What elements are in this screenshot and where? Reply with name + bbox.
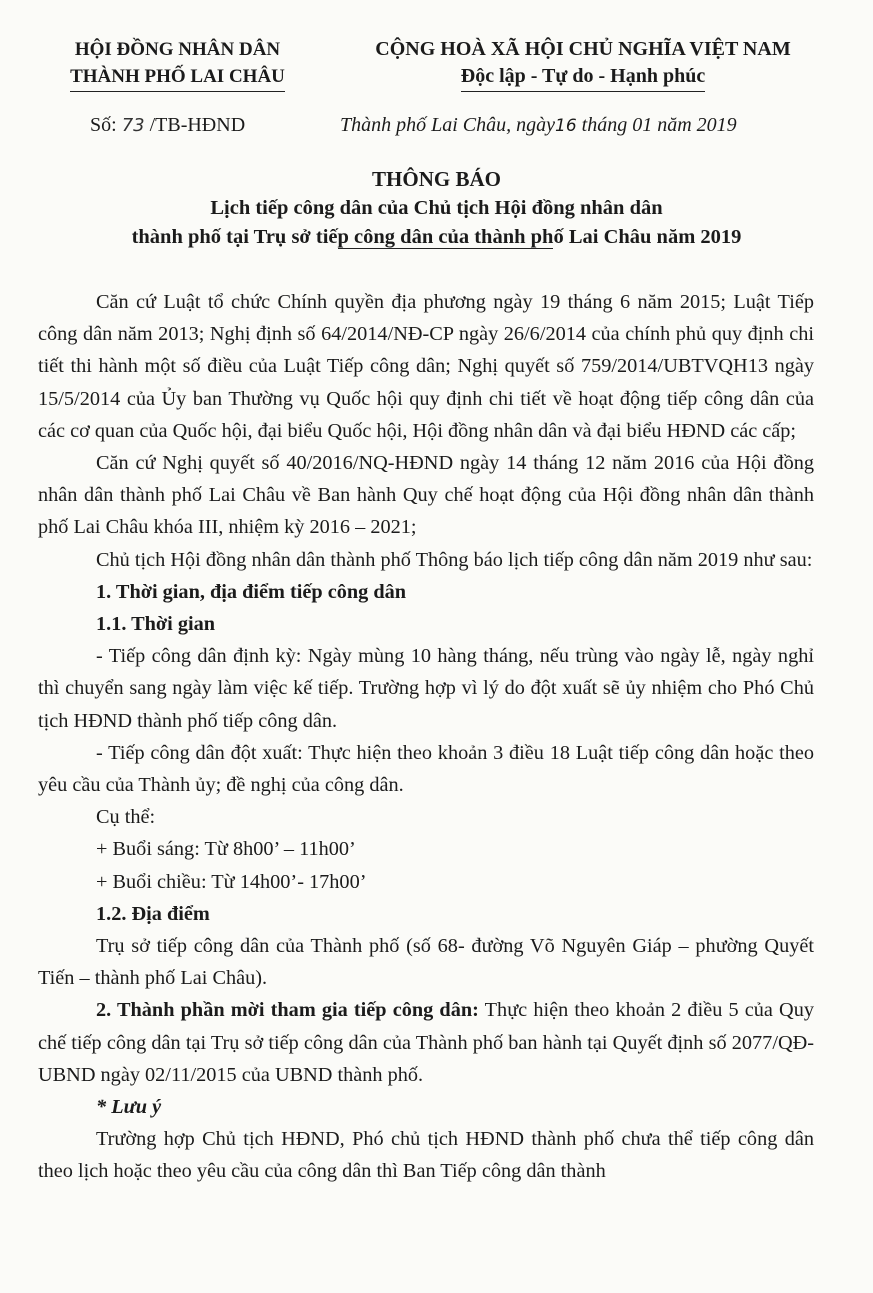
issuing-authority — [40, 36, 315, 92]
note-heading-line — [38, 1091, 814, 1123]
nation-name: CỘNG HOÀ XÃ HỘI CHỦ NGHĨA VIỆT NAM — [375, 38, 791, 60]
national-motto: Độc lập - Tự do - Hạnh phúc — [461, 63, 705, 92]
date-handwritten-day: 16 — [555, 116, 577, 136]
section-heading-1: 1. Thời gian, địa điểm tiếp công dân — [96, 580, 407, 603]
paragraph-periodic-reception: - Tiếp công dân định kỳ: Ngày mùng 10 hàng tháng, nếu trùng vào ngày lễ, ngày nghỉ thì chuyển sang ngày làm việc kế tiếp. Trường hợp vì lý do đột xuất sẽ ủy nhiệm cho Phó Chủ tịch HĐND thành phố tiếp công dân. — [38, 645, 814, 732]
paragraph-legal-basis-1: Căn cứ Luật tổ chức Chính quyền địa phương ngày 19 tháng 6 năm 2015; Luật Tiếp công dân năm 2013; Nghị định số 64/2014/NĐ-CP ngày 26/6/2014 của chính phủ quy định chi tiết thi hành một số điều của Luật Tiếp công dân; Nghị quyết số 759/2014/UBTVQH13 ngày 15/5/2014 của Ủy ban Thường vụ Quốc hội quy định chi tiết về hoạt động tiếp công dân của các cơ quan của Quốc hội, đại biểu Quốc hội, Hội đồng nhân dân và đại biểu HĐND các cấp; — [38, 291, 814, 442]
place-and-date — [340, 114, 737, 137]
participants-text: Thực hiện theo khoản 2 điều 5 của Quy chế tiếp công dân tại Trụ sở tiếp công dân của Thành phố ban hành tại Quyết định số 2077/QĐ-UBND ngày 02/11/2015 của UBND thành phố. — [38, 999, 814, 1086]
paragraph-participants — [38, 994, 814, 1091]
paragraph-announcement: Chủ tịch Hội đồng nhân dân thành phố Thông báo lịch tiếp công dân năm 2019 như sau: — [96, 548, 813, 571]
paragraph-afternoon-hours: + Buổi chiều: Từ 14h00’- 17h00’ — [96, 870, 367, 893]
paragraph-legal-basis-2: Căn cứ Nghị quyết số 40/2016/NQ-HĐND ngày 14 tháng 12 năm 2016 của Hội đồng nhân dân thành phố Lai Châu về Ban hành Quy chế hoạt động của Hội đồng nhân dân thành phố Lai Châu khóa III, nhiệm kỳ 2016 – 2021; — [38, 452, 814, 539]
note-heading: * Lưu ý — [96, 1096, 162, 1119]
document-subtitle-line-2 — [0, 223, 873, 252]
doc-number-handwritten: 73 — [121, 115, 145, 136]
section-heading-1-1: 1.1. Thời gian — [96, 613, 216, 636]
section-heading-1-2: 1.2. Địa điểm — [96, 902, 210, 925]
date-before: Thành phố Lai Châu, ngày — [340, 114, 556, 136]
date-after: tháng 01 năm 2019 — [581, 114, 737, 136]
document-subtitle-line-1: Lịch tiếp công dân của Chủ tịch Hội đồng nhân dân — [210, 197, 663, 219]
paragraph-note: Trường hợp Chủ tịch HĐND, Phó chủ tịch HĐND thành phố chưa thể tiếp công dân theo lịch hoặc theo yêu cầu của công dân thì Ban Tiếp công dân thành — [38, 1128, 814, 1183]
paragraph-morning-hours: + Buổi sáng: Từ 8h00’ – 11h00’ — [96, 838, 356, 861]
subtitle-part-underlined: p công dân của thành ph — [337, 226, 554, 248]
subtitle-part-a: thành phố tại Trụ sở tiế — [131, 226, 338, 248]
authority-line-1: HỘI ĐỒNG NHÂN DÂN — [74, 39, 281, 60]
doc-number-suffix: /TB-HĐND — [149, 114, 246, 136]
paragraph-location: Trụ sở tiếp công dân của Thành phố (số 68- đường Võ Nguyên Giáp – phường Quyết Tiến – thành phố Lai Châu). — [38, 935, 814, 990]
paragraph-adhoc-reception: - Tiếp công dân đột xuất: Thực hiện theo khoản 3 điều 18 Luật tiếp công dân hoặc theo yêu cầu của Thành ủy; đề nghị của công dân. — [38, 741, 814, 797]
subtitle-part-c: ố Lai Châu năm 2019 — [553, 226, 742, 248]
paragraph-specifics: Cụ thể: — [96, 806, 156, 829]
authority-line-2: THÀNH PHỐ LAI CHÂU — [70, 63, 285, 92]
national-heading — [318, 36, 848, 92]
doc-number-prefix: Số: — [90, 114, 117, 136]
document-title-block — [0, 164, 873, 252]
document-type: THÔNG BÁO — [372, 167, 501, 191]
section-heading-2: 2. Thành phần mời tham gia tiếp công dân: — [96, 999, 479, 1022]
document-number — [90, 114, 245, 137]
document-body — [38, 286, 814, 1188]
